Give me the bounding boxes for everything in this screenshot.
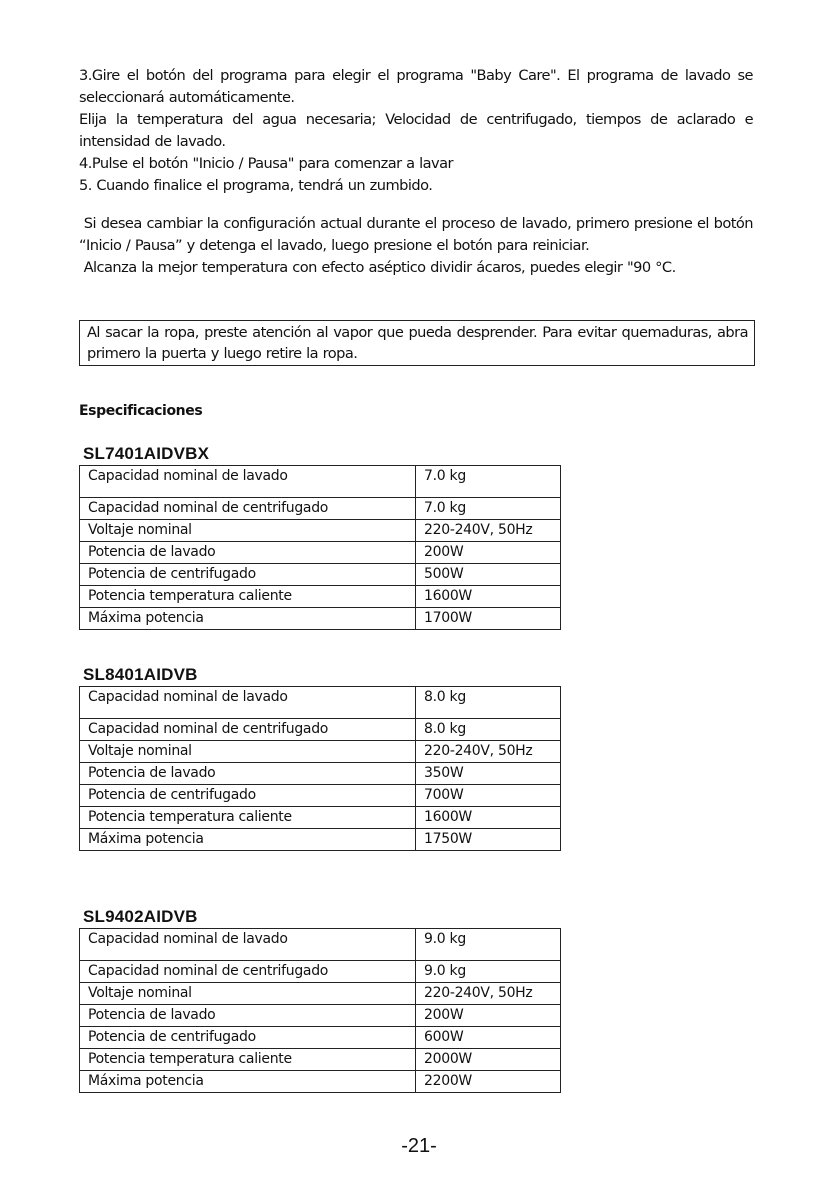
spec-value: 1600W — [416, 586, 561, 608]
table-row — [80, 542, 561, 564]
table-row — [80, 961, 561, 983]
spec-value: 1600W — [416, 807, 561, 829]
model-title: SL8401AIDVB — [83, 665, 198, 684]
spec-value: 8.0 kg — [416, 719, 561, 741]
note-change-settings: Si desea cambiar la configuración actual durante el proceso de lavado, primero presione el botón “Inicio / Pausa” y detenga el lavado, luego presione el botón para reiniciar. — [79, 215, 758, 254]
spec-value: 1700W — [416, 608, 561, 630]
instructions-block — [79, 65, 753, 197]
table-row — [80, 520, 561, 542]
table-row — [80, 785, 561, 807]
spec-value: 350W — [416, 763, 561, 785]
table-row — [80, 829, 561, 851]
spec-label: Capacidad nominal de lavado — [80, 466, 416, 498]
table-row — [80, 741, 561, 763]
page-number: -21- — [401, 1135, 437, 1157]
table-row — [80, 1005, 561, 1027]
table-row — [80, 1071, 561, 1093]
spec-label: Potencia de centrifugado — [80, 785, 416, 807]
spec-label: Voltaje nominal — [80, 520, 416, 542]
spec-label: Máxima potencia — [80, 608, 416, 630]
table-row — [80, 608, 561, 630]
instruction-choose-settings: Elija la temperatura del agua necesaria; Velocidad de centrifugado, tiempos de aclarado e intensidad de lavado. — [79, 111, 753, 150]
spec-label: Capacidad nominal de centrifugado — [80, 498, 416, 520]
spec-label: Máxima potencia — [80, 1071, 416, 1093]
spec-value: 2200W — [416, 1071, 561, 1093]
spec-label: Voltaje nominal — [80, 983, 416, 1005]
note-aseptic-temperature: Alcanza la mejor temperatura con efecto aséptico dividir ácaros, puedes elegir "90 °C. — [79, 259, 676, 276]
specifications-heading: Especificaciones — [79, 403, 203, 419]
spec-label: Capacidad nominal de lavado — [80, 687, 416, 719]
spec-value: 700W — [416, 785, 561, 807]
table-row — [80, 983, 561, 1005]
table-row — [80, 1027, 561, 1049]
spec-value: 220-240V, 50Hz — [416, 520, 561, 542]
warning-box — [79, 320, 755, 366]
spec-label: Potencia temperatura caliente — [80, 586, 416, 608]
spec-value: 600W — [416, 1027, 561, 1049]
notes-block — [79, 213, 758, 279]
spec-value: 200W — [416, 1005, 561, 1027]
spec-value: 9.0 kg — [416, 929, 561, 961]
spec-table — [79, 686, 561, 851]
spec-table — [79, 928, 561, 1093]
spec-label: Potencia de lavado — [80, 1005, 416, 1027]
model-title: SL7401AIDVBX — [83, 444, 210, 463]
table-row — [80, 498, 561, 520]
instruction-step-4: 4.Pulse el botón "Inicio / Pausa" para comenzar a lavar — [79, 155, 453, 172]
table-row — [80, 763, 561, 785]
spec-value: 7.0 kg — [416, 466, 561, 498]
model-title: SL9402AIDVB — [83, 907, 198, 926]
spec-label: Capacidad nominal de centrifugado — [80, 961, 416, 983]
spec-value: 9.0 kg — [416, 961, 561, 983]
table-row — [80, 1049, 561, 1071]
spec-table — [79, 465, 561, 630]
spec-value: 200W — [416, 542, 561, 564]
table-row — [80, 807, 561, 829]
spec-value: 2000W — [416, 1049, 561, 1071]
spec-label: Capacidad nominal de centrifugado — [80, 719, 416, 741]
spec-label: Voltaje nominal — [80, 741, 416, 763]
table-row — [80, 929, 561, 961]
spec-label: Potencia de lavado — [80, 763, 416, 785]
spec-label: Capacidad nominal de lavado — [80, 929, 416, 961]
spec-label: Máxima potencia — [80, 829, 416, 851]
spec-value: 220-240V, 50Hz — [416, 983, 561, 1005]
spec-value: 8.0 kg — [416, 687, 561, 719]
table-row — [80, 466, 561, 498]
spec-label: Potencia de centrifugado — [80, 564, 416, 586]
table-row — [80, 687, 561, 719]
spec-value: 7.0 kg — [416, 498, 561, 520]
spec-label: Potencia temperatura caliente — [80, 1049, 416, 1071]
table-row — [80, 564, 561, 586]
spec-label: Potencia de lavado — [80, 542, 416, 564]
table-row — [80, 586, 561, 608]
table-row — [80, 719, 561, 741]
spec-value: 500W — [416, 564, 561, 586]
instruction-step-5: 5. Cuando finalice el programa, tendrá un zumbido. — [79, 177, 433, 194]
warning-text: Al sacar la ropa, preste atención al vapor que pueda desprender. Para evitar quemaduras, abra primero la puerta y luego retire la ropa. — [87, 324, 748, 362]
instruction-step-3: 3.Gire el botón del programa para elegir el programa "Baby Care". El programa de lavado se seleccionará automáticamente. — [79, 67, 753, 106]
spec-value: 220-240V, 50Hz — [416, 741, 561, 763]
spec-label: Potencia temperatura caliente — [80, 807, 416, 829]
spec-label: Potencia de centrifugado — [80, 1027, 416, 1049]
spec-value: 1750W — [416, 829, 561, 851]
